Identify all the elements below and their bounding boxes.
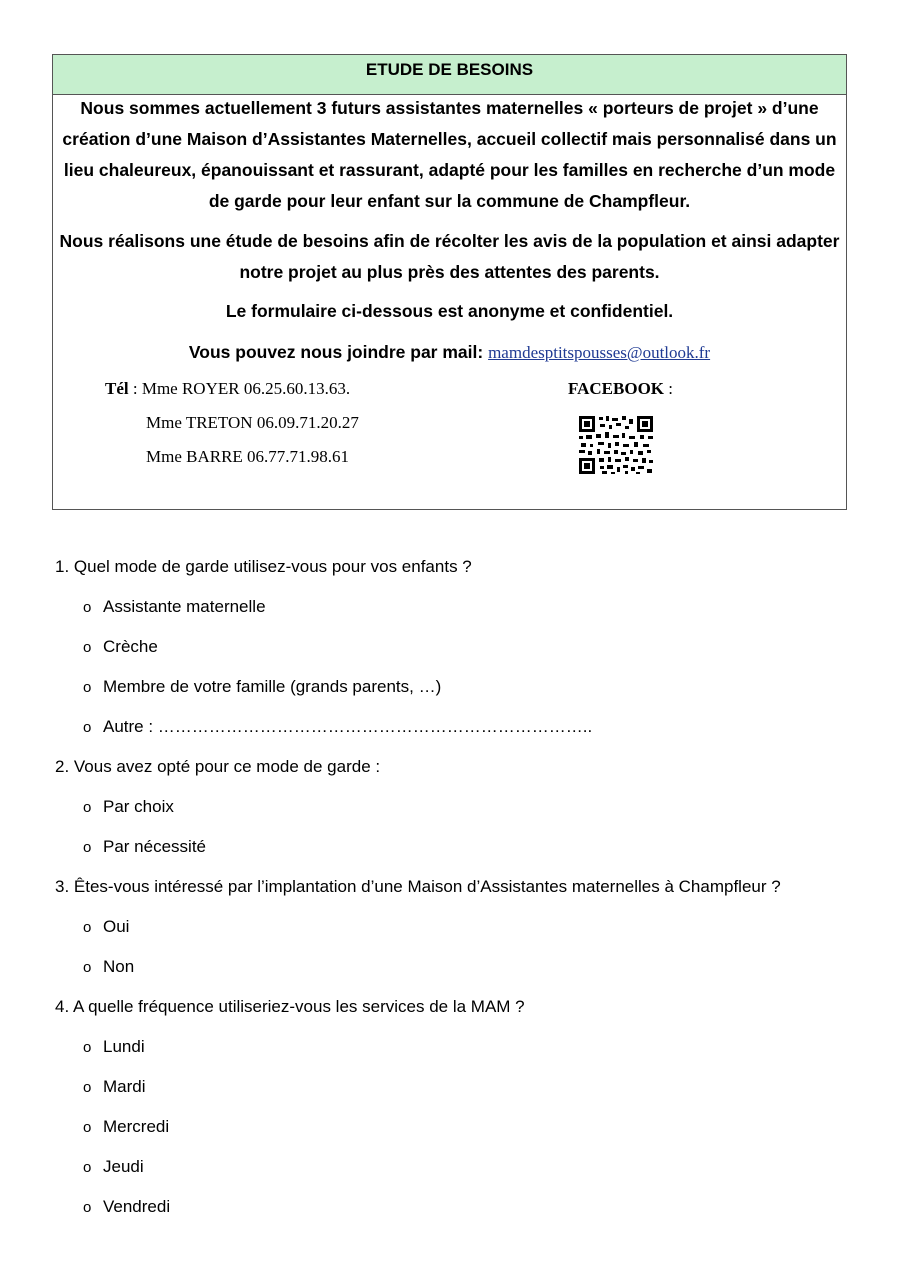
contact-treton: Mme TRETON 06.09.71.20.27 bbox=[146, 413, 359, 432]
facebook-label-line bbox=[568, 376, 673, 402]
option-label: Non bbox=[103, 957, 135, 976]
bullet-icon: o bbox=[83, 959, 92, 976]
qr-code-icon[interactable] bbox=[578, 415, 654, 475]
bullet-icon: o bbox=[83, 919, 92, 936]
info-box bbox=[52, 54, 847, 510]
page-title: ETUDE DE BESOINS bbox=[53, 55, 846, 95]
bullet-icon: o bbox=[83, 719, 92, 736]
option-label: Mercredi bbox=[103, 1117, 170, 1136]
question-2: 2. Vous avez opté pour ce mode de garde : bbox=[55, 757, 381, 776]
mail-line bbox=[53, 337, 846, 368]
option-item[interactable] bbox=[55, 1152, 781, 1192]
bullet-icon: o bbox=[83, 839, 92, 856]
question-4: 4. A quelle fréquence utiliseriez-vous les services de la MAM ? bbox=[55, 997, 525, 1016]
question-1: 1. Quel mode de garde utilisez-vous pour vos enfants ? bbox=[55, 557, 472, 576]
tel-label: Tél bbox=[105, 379, 129, 398]
option-label: Jeudi bbox=[103, 1157, 144, 1176]
option-item[interactable] bbox=[55, 1072, 781, 1112]
option-item[interactable] bbox=[55, 632, 781, 672]
study-paragraph: Nous réalisons une étude de besoins afin de récolter les avis de la population et ainsi adapter notre projet au plus près des attentes des parents. bbox=[59, 231, 840, 282]
bullet-icon: o bbox=[83, 1039, 92, 1056]
option-label: Autre : ………………………………………………………………….. bbox=[103, 717, 593, 736]
facebook-label: FACEBOOK bbox=[568, 379, 665, 398]
option-item[interactable] bbox=[55, 1112, 781, 1152]
email-link[interactable]: mamdesptitspousses@outlook.fr bbox=[488, 343, 711, 362]
bullet-icon: o bbox=[83, 679, 92, 696]
option-item[interactable] bbox=[55, 912, 781, 952]
option-label: Membre de votre famille (grands parents, …) bbox=[103, 677, 442, 696]
option-item[interactable] bbox=[55, 712, 781, 752]
option-item[interactable] bbox=[55, 832, 781, 872]
bullet-icon: o bbox=[83, 1199, 92, 1216]
anonymity-note: Le formulaire ci-dessous est anonyme et confidentiel. bbox=[225, 301, 674, 321]
contact-barre: Mme BARRE 06.77.71.98.61 bbox=[146, 447, 350, 466]
option-label: Par choix bbox=[103, 797, 174, 816]
phone-contacts bbox=[105, 376, 359, 478]
option-item[interactable] bbox=[55, 792, 781, 832]
option-label: Mardi bbox=[103, 1077, 146, 1096]
option-item[interactable] bbox=[55, 952, 781, 992]
facebook-colon: : bbox=[664, 379, 674, 398]
bullet-icon: o bbox=[83, 1079, 92, 1096]
option-label: Assistante maternelle bbox=[103, 597, 266, 616]
mail-label: Vous pouvez nous joindre par mail: bbox=[188, 342, 484, 362]
bullet-icon: o bbox=[83, 1159, 92, 1176]
questionnaire bbox=[55, 552, 781, 1232]
option-label: Crèche bbox=[103, 637, 158, 656]
option-label: Oui bbox=[103, 917, 130, 936]
option-item[interactable] bbox=[55, 592, 781, 632]
option-item[interactable] bbox=[55, 1032, 781, 1072]
question-3: 3. Êtes-vous intéressé par l’implantation d’une Maison d’Assistantes maternelles à Champfleur ? bbox=[55, 877, 781, 896]
bullet-icon: o bbox=[83, 599, 92, 616]
intro-paragraph: Nous sommes actuellement 3 futurs assistantes maternelles « porteurs de projet » d’une création d’une Maison d’Assistantes Maternelles, accueil collectif mais personnalisé dans un lieu chaleureux, épanouissant et rassurant, adapté pour les familles en recherche d’un mode de garde pour leur enfant sur la commune de Champfleur. bbox=[62, 98, 837, 211]
option-label: Par nécessité bbox=[103, 837, 206, 856]
option-item[interactable] bbox=[55, 1192, 781, 1232]
option-label: Lundi bbox=[103, 1037, 145, 1056]
option-label: Vendredi bbox=[103, 1197, 171, 1216]
bullet-icon: o bbox=[83, 639, 92, 656]
bullet-icon: o bbox=[83, 1119, 92, 1136]
contact-royer: : Mme ROYER 06.25.60.13.63. bbox=[132, 379, 351, 398]
option-item[interactable] bbox=[55, 672, 781, 712]
bullet-icon: o bbox=[83, 799, 92, 816]
